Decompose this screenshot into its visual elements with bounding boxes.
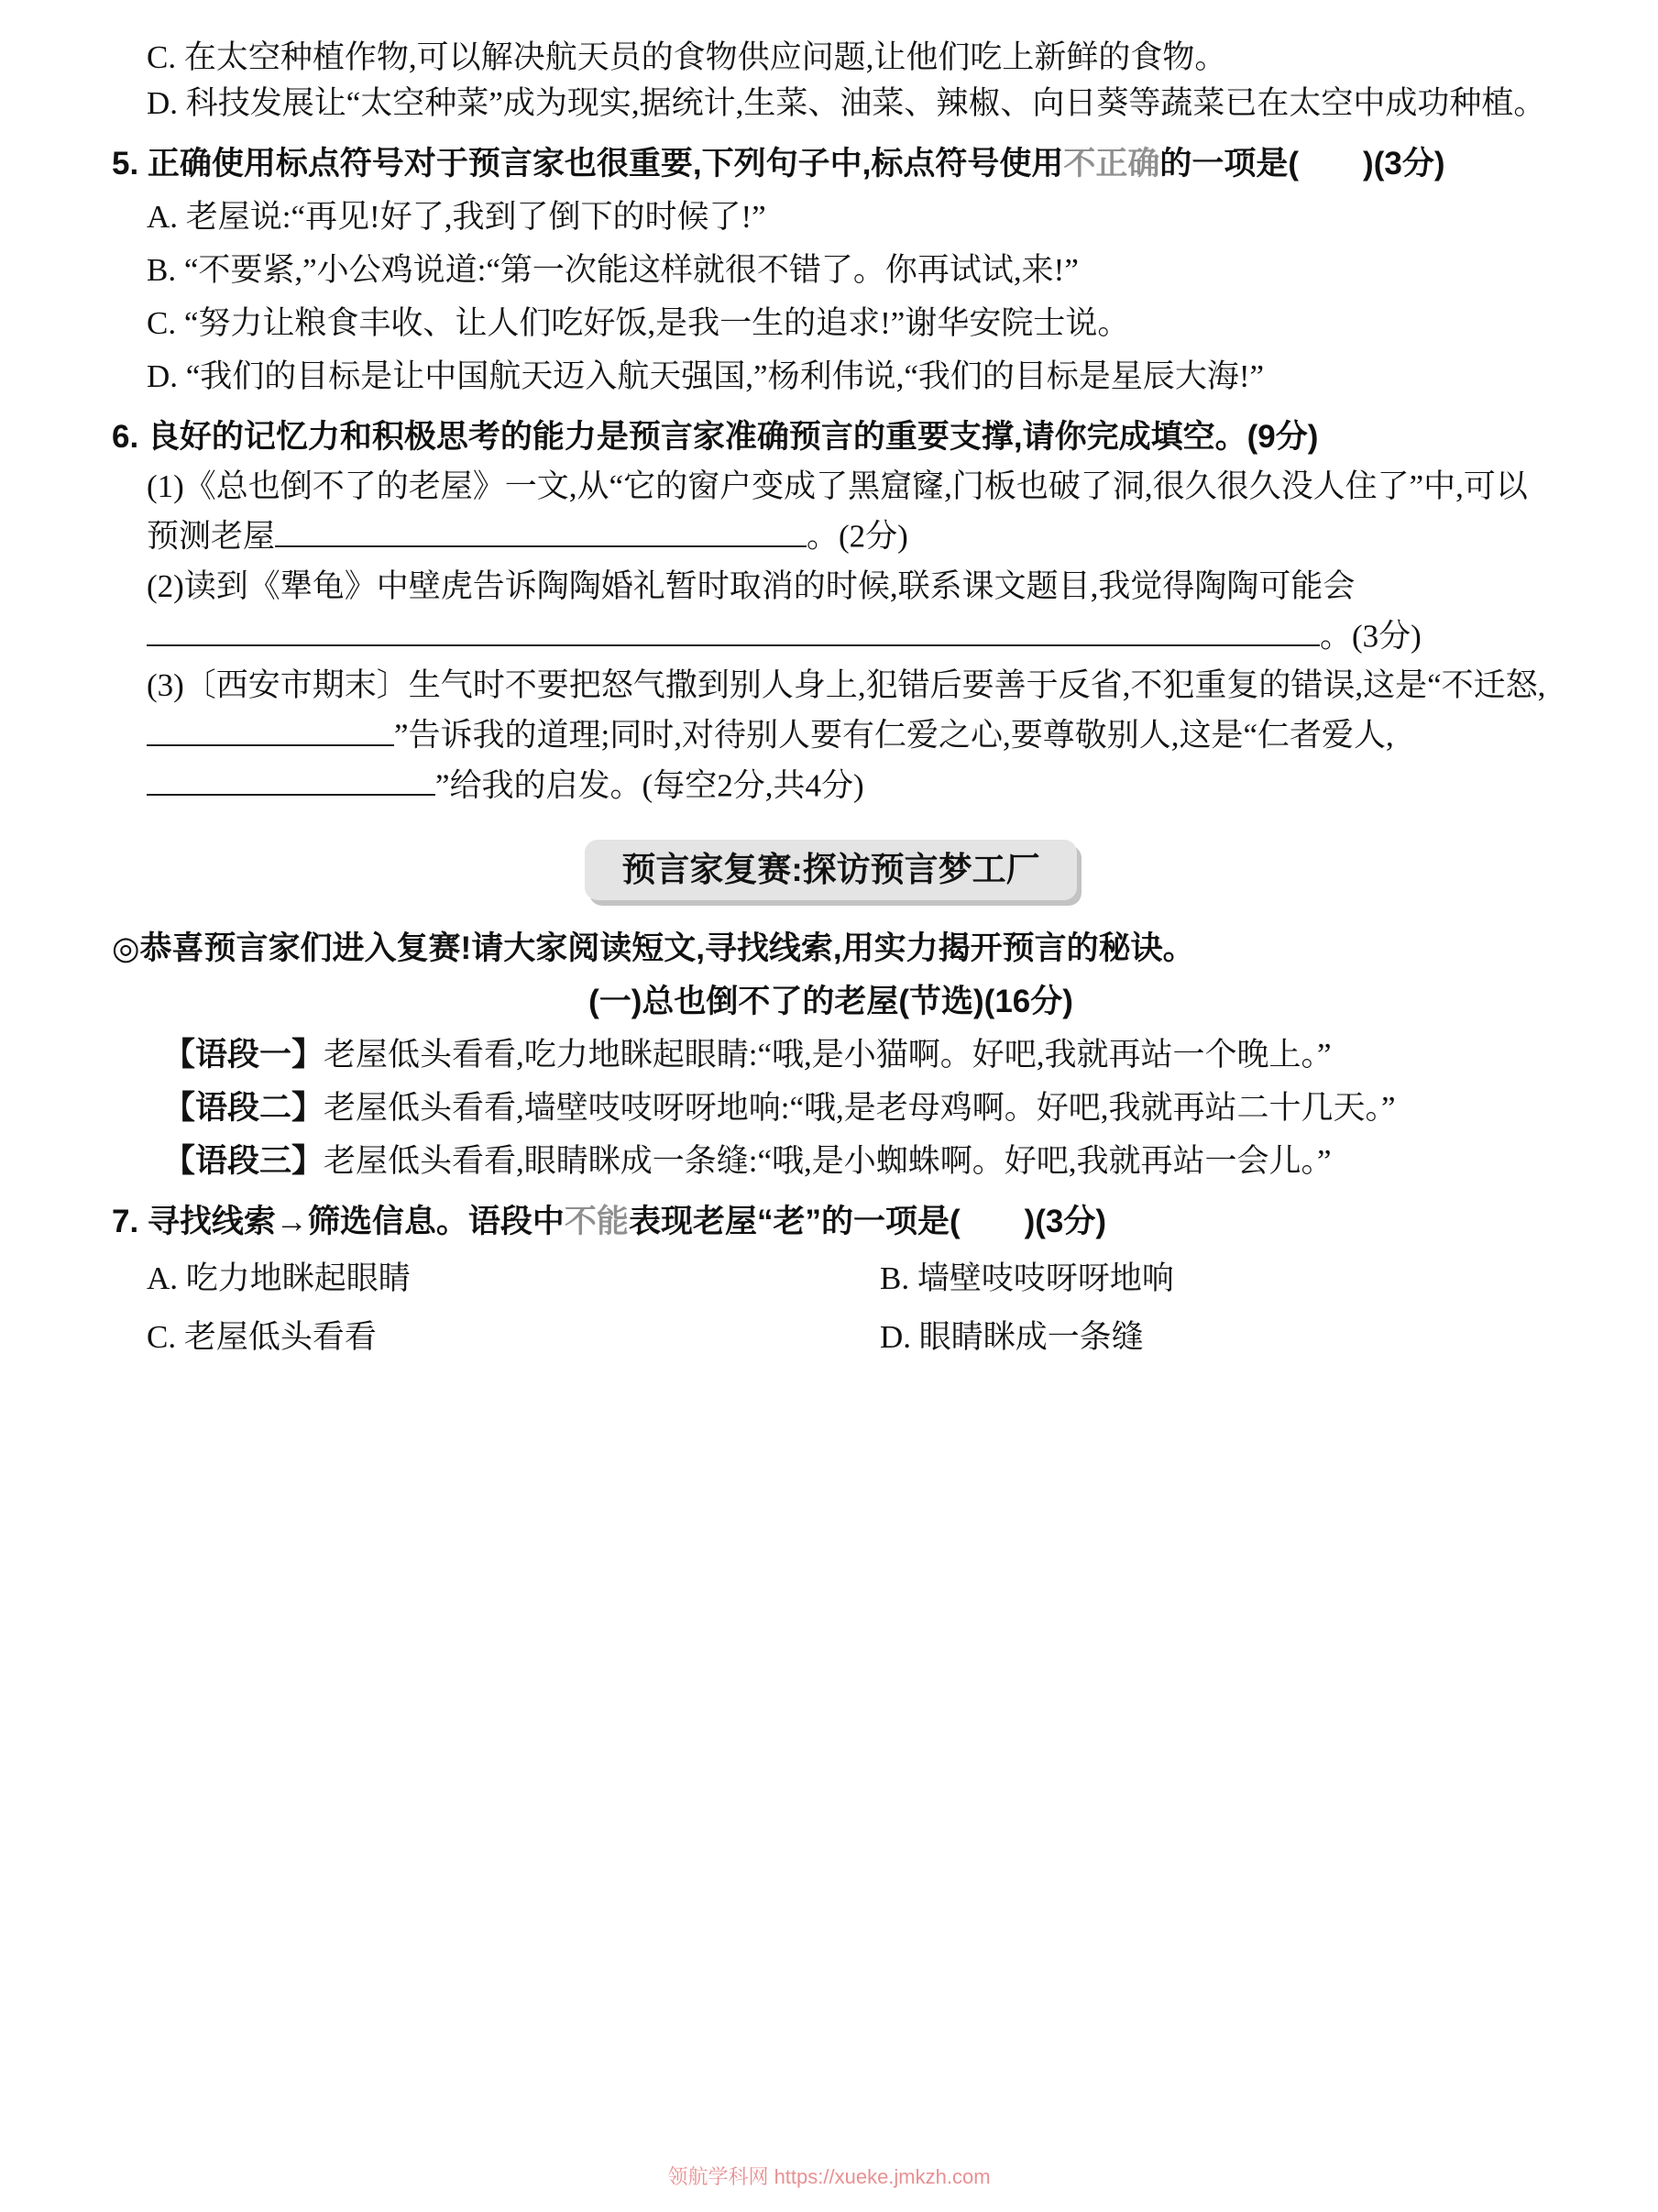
question7-stem-text: 7. 寻找线索→筛选信息。语段中	[112, 1204, 565, 1239]
question6-part3-score: ”给我的启发。(每空2分,共4分)	[435, 767, 864, 803]
question7-option-d: D. 眼睛眯成一条缝	[880, 1319, 1144, 1355]
question7-option-c: C. 老屋低头看看	[147, 1319, 377, 1355]
passage-3-label: 【语段三】	[163, 1143, 324, 1179]
question5-stem-tail: 的一项是( )(3分)	[1159, 146, 1445, 182]
question4-option-d: D. 科技发展让“太空种菜”成为现实,据统计,生菜、油菜、辣椒、向日葵等蔬菜已在太空中成功种植。	[147, 85, 1546, 121]
answer-blank-1	[275, 510, 807, 547]
passage-1-text: 老屋低头看看,吃力地眯起眼睛:“哦,是小猫啊。好吧,我就再站一个晚上。”	[324, 1037, 1332, 1073]
passage-3	[112, 1139, 1550, 1184]
question5-option-c: C. “努力让粮食丰收、让人们吃好饭,是我一生的追求!”谢华安院士说。	[147, 305, 1130, 341]
question7-options	[147, 1256, 1550, 1360]
section-banner-row	[112, 840, 1550, 900]
question5-stem	[112, 141, 1550, 187]
passage-2-label: 【语段二】	[163, 1090, 324, 1126]
watermark-footer: 领航学科网 https://xueke.jmkzh.com	[667, 2165, 991, 2188]
question-5	[112, 141, 1550, 400]
question-7	[112, 1199, 1550, 1360]
question5-option-a: A. 老屋说:“再见!好了,我到了倒下的时候了!”	[147, 199, 766, 235]
question5-keyword-incorrect: 不正确	[1063, 146, 1160, 182]
question6-part3-text: (3)〔西安市期末〕生气时不要把怒气撒到别人身上,犯错后要善于反省,不犯重复的错误,这是“不迁怒,	[147, 667, 1546, 703]
answer-blank-4	[147, 759, 435, 797]
question7-keyword-cannot: 不能	[564, 1204, 629, 1239]
question7-stem-tail: 表现老屋“老”的一项是( )(3分)	[628, 1204, 1107, 1239]
passage-title: (一)总也倒不了的老屋(节选)(16分)	[588, 984, 1073, 1019]
question7-option-b: B. 墙壁吱吱呀呀地响	[880, 1260, 1174, 1296]
question5-stem-text: 5. 正确使用标点符号对于预言家也很重要,下列句子中,标点符号使用	[112, 146, 1064, 182]
answer-blank-2	[147, 610, 1320, 647]
question6-part1-text: (1)《总也倒不了的老屋》一文,从“它的窗户变成了黑窟窿,门板也破了洞,很久很久没人住了”中,可以预测老屋	[147, 468, 1528, 555]
question5-option-b: B. “不要紧,”小公鸡说道:“第一次能这样就很不错了。你再试试,来!”	[147, 252, 1079, 288]
passage-2	[112, 1085, 1550, 1131]
question6-part2-score: 。(3分)	[1320, 618, 1422, 654]
question6-part2	[147, 564, 1550, 660]
passage-1-label: 【语段一】	[163, 1037, 324, 1073]
passage-2-text: 老屋低头看看,墙壁吱吱呀呀地响:“哦,是老母鸡啊。好吧,我就再站二十几天。”	[324, 1090, 1396, 1126]
question4-option-c: C. 在太空种植作物,可以解决航天员的食物供应问题,让他们吃上新鲜的食物。	[147, 39, 1227, 75]
section-intro: ◎恭喜预言家们进入复赛!请大家阅读短文,寻找线索,用实力揭开预言的秘诀。	[112, 930, 1195, 966]
answer-blank-3	[147, 709, 394, 746]
passage-3-text: 老屋低头看看,眼睛眯成一条缝:“哦,是小蜘蛛啊。好吧,我就再站一会儿。”	[324, 1143, 1332, 1179]
question7-stem	[112, 1199, 1550, 1245]
question6-part3-middle: ”告诉我的道理;同时,对待别人要有仁爱之心,要尊敬别人,这是“仁者爱人,	[394, 717, 1394, 754]
section-banner: 预言家复赛:探访预言梦工厂	[585, 840, 1076, 900]
question6-part3	[147, 663, 1550, 809]
question7-option-a: A. 吃力地眯起眼睛	[147, 1260, 411, 1296]
question6-part1	[147, 464, 1550, 560]
question-6	[112, 414, 1550, 809]
question6-part1-score: 。(2分)	[807, 518, 908, 555]
passage-1	[112, 1032, 1550, 1078]
question6-stem: 6. 良好的记忆力和积极思考的能力是预言家准确预言的重要支撑,请你完成填空。(9分)	[112, 419, 1319, 455]
question5-option-d: D. “我们的目标是让中国航天迈入航天强国,”杨利伟说,“我们的目标是星辰大海!”	[147, 358, 1265, 394]
question6-part2-text: (2)读到《犟龟》中壁虎告诉陶陶婚礼暂时取消的时候,联系课文题目,我觉得陶陶可能会	[147, 567, 1356, 604]
